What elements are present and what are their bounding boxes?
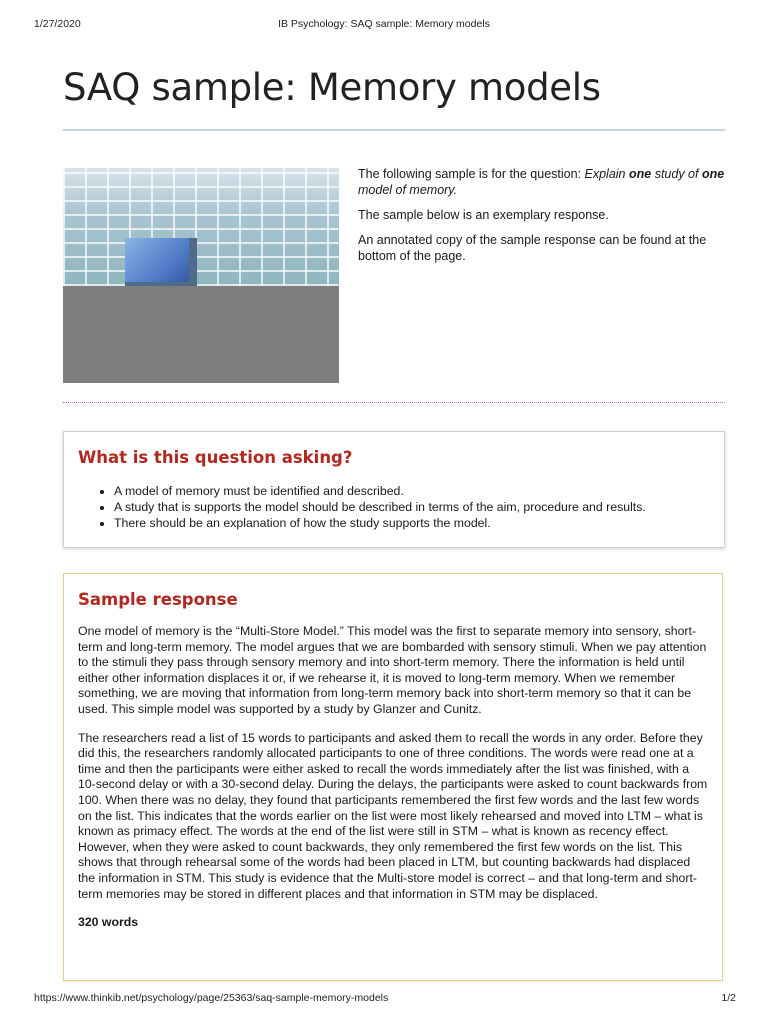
sample-body <box>78 624 708 931</box>
sample-box-heading: Sample response <box>78 590 238 609</box>
list-item: • There should be an explanation of how the study supports the model. <box>114 515 724 531</box>
sample-paragraph-1: One model of memory is the “Multi-Store Model.” This model was the first to separate memory into sensory, short-term and long-term memory. The model argues that we are bombarded with sensory stimuli. When we pay attention to the stimuli they pass through sensory memory and into short-term memory. There the information is held until either other information displaces it or, if we rehearse it, it is moved to long-term memory. When we remember something, we are moving that information from long-term memory back into short-term memory so that it can be used. This simple model was supported by a study by Glanzer and Cunitz. <box>78 624 707 716</box>
intro-exemplary: The sample below is an exemplary response. <box>358 208 609 222</box>
page-number: 1/2 <box>721 992 736 1004</box>
intro-text <box>358 166 728 273</box>
word-count: 320 words <box>78 915 139 930</box>
question-box <box>63 431 725 548</box>
sample-response-box <box>63 573 723 981</box>
intro-question: The following sample is for the question: Explain one study of one model of memory. <box>358 167 725 197</box>
page-title: SAQ sample: Memory models <box>63 66 601 109</box>
hero-image <box>63 168 339 383</box>
intro-annotated: An annotated copy of the sample response can be found at the bottom of the page. <box>358 233 707 263</box>
cube-graphic <box>125 238 197 286</box>
print-date: 1/27/2020 <box>34 18 81 30</box>
page-url: https://www.thinkib.net/psychology/page/25363/saq-sample-memory-models <box>34 992 389 1004</box>
gray-area <box>63 286 339 383</box>
print-title: IB Psychology: SAQ sample: Memory models <box>278 18 490 30</box>
dotted-divider <box>63 402 725 403</box>
list-item: • A model of memory must be identified and described. <box>114 483 724 499</box>
question-bullets <box>100 483 724 531</box>
question-box-heading: What is this question asking? <box>78 448 353 467</box>
sample-paragraph-2: The researchers read a list of 15 words to participants and asked them to recall the words in any order. Before they did this, the researchers randomly allocated participants to one of three conditions. The words were read one at a time and then the participants were either asked to recall the words immediately after the list was finished, with a 10-second delay or with a 30-second delay. During the delays, the participants were asked to count backwards from 100. When there was no delay, they found that participants remembered the first few words and the last few words on the list. This indicates that the words earlier on the list were most likely rehearsed and moved into LTM – what is known as primacy effect. The words at the end of the list were still in STM – what is known as recency effect. However, when they were asked to count backwards, they only remembered the first few words on the list. This shows that through rehearsal some of the words had been placed in LTM, but counting backwards had displaced the information in STM. This study is evidence that the Multi-store model is correct – and that long-term and short-term memories may be stored in different places and that information in STM may be displaced. <box>78 730 708 901</box>
tile-grid-graphic <box>63 168 339 286</box>
title-divider <box>63 129 725 131</box>
list-item: • A study that is supports the model should be described in terms of the aim, procedure and results. <box>114 499 724 515</box>
